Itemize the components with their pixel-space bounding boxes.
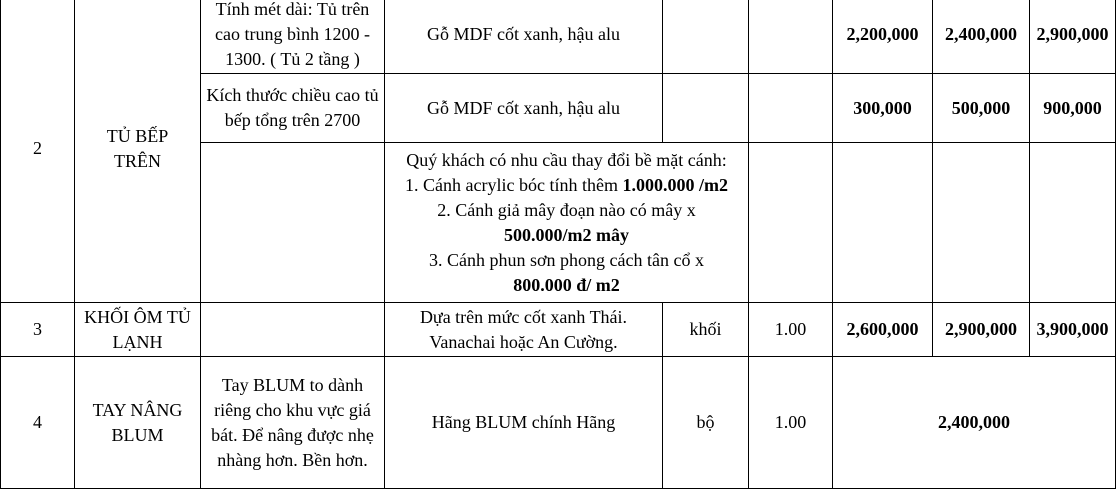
row-number: 2 xyxy=(1,0,75,303)
item-material: Dựa trên mức cốt xanh Thái. Vanachai hoặc An Cường. xyxy=(385,303,663,357)
price-tier-2: 500,000 xyxy=(933,74,1030,143)
unit-cell: khối xyxy=(663,303,749,357)
unit-cell: bộ xyxy=(663,357,749,489)
table-row xyxy=(1,357,1116,489)
price-tier-1: 2,200,000 xyxy=(833,0,933,74)
qty-cell xyxy=(749,0,833,74)
item-material: Gỗ MDF cốt xanh, hậu alu xyxy=(385,0,663,74)
item-material: Gỗ MDF cốt xanh, hậu alu xyxy=(385,74,663,143)
row-number: 3 xyxy=(1,303,75,357)
note-line: 800.000 đ/ m2 xyxy=(513,274,620,295)
item-name xyxy=(75,357,201,489)
item-name xyxy=(75,0,201,303)
price-tier-2 xyxy=(933,143,1030,303)
item-material: Hãng BLUM chính Hãng xyxy=(385,357,663,489)
unit-cell xyxy=(663,0,749,74)
item-description xyxy=(201,143,385,303)
item-name-text: KHỐI ÔM TỦ LẠNH xyxy=(84,306,191,352)
item-name xyxy=(75,303,201,357)
price-tier-1: 300,000 xyxy=(833,74,933,143)
price-tier-3: 2,900,000 xyxy=(1030,0,1116,74)
table-row xyxy=(1,0,1116,74)
note-line: 1. Cánh acrylic bóc tính thêm 1.000.000 /m2 xyxy=(405,174,728,195)
price-tier-3: 900,000 xyxy=(1030,74,1116,143)
unit-cell xyxy=(663,74,749,143)
item-name-text: TỦ BẾP TRÊN xyxy=(106,125,169,171)
note-line: Quý khách có nhu cầu thay đổi bề mặt cánh: xyxy=(406,149,727,170)
note-line: 500.000/m2 mây xyxy=(504,224,629,245)
qty-cell: 1.00 xyxy=(749,303,833,357)
row-number: 4 xyxy=(1,357,75,489)
price-tier-1 xyxy=(833,143,933,303)
table-row xyxy=(1,303,1116,357)
price-tier-3 xyxy=(1030,143,1116,303)
item-description: Tay BLUM to dành riêng cho khu vực giá bát. Để nâng được nhẹ nhàng hơn. Bền hơn. xyxy=(201,357,385,489)
qty-cell xyxy=(749,74,833,143)
item-description: Tính mét dài: Tủ trên cao trung bình 1200 - 1300. ( Tủ 2 tầng ) xyxy=(201,0,385,74)
price-tier-2: 2,400,000 xyxy=(933,0,1030,74)
price-tier-3: 3,900,000 xyxy=(1030,303,1116,357)
item-description: Kích thước chiều cao tủ bếp tổng trên 2700 xyxy=(201,74,385,143)
surface-options-note xyxy=(385,143,749,303)
item-description xyxy=(201,303,385,357)
qty-cell: 1.00 xyxy=(749,357,833,489)
price-tier-1: 2,600,000 xyxy=(833,303,933,357)
note-line: 2. Cánh giả mây đoạn nào có mây x xyxy=(437,199,696,220)
note-line: 3. Cánh phun sơn phong cách tân cổ x xyxy=(429,249,704,270)
price-tier-2: 2,900,000 xyxy=(933,303,1030,357)
qty-cell xyxy=(749,143,833,303)
price-total: 2,400,000 xyxy=(833,357,1116,489)
item-name-text: TAY NÂNG BLUM xyxy=(92,399,183,445)
